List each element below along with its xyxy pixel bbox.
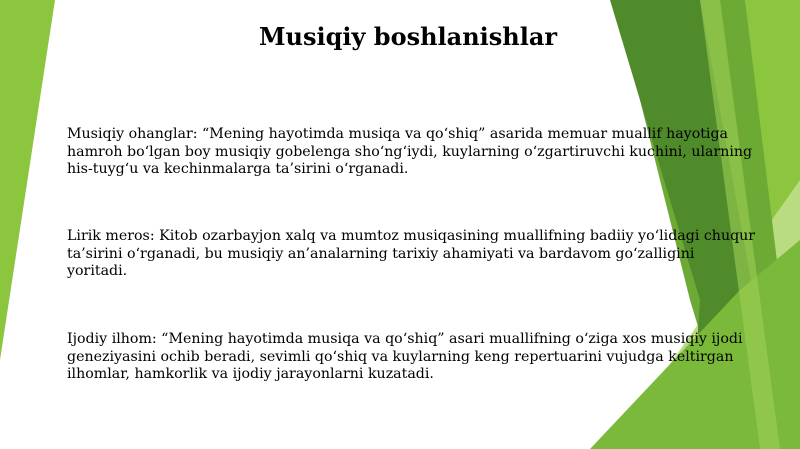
- paragraph-creative-inspiration: Ijodiy ilhom: “Mening hayotimda musiqa va qo‘shiq” asari muallifning o‘ziga xos musiqiy ijodi geneziyasini ochib beradi, sevimli qo‘shiq va kuylarning keng repertuarini vujudga keltirgan ilhomlar, hamkorlik va ijodiy jarayonlarni kuzatadi.: [67, 331, 743, 383]
- slide-title: Musiqiy boshlanishlar: [258, 22, 558, 51]
- paragraph-musical-tunes: Musiqiy ohanglar: “Mening hayotimda musiqa va qo‘shiq” asarida memuar muallif hayotiga hamroh bo‘lgan boy musiqiy gobelenga sho‘ng‘iydi, kuylarning o‘zgartiruvchi kuchini, ularning his-tuyg‘u va kechinmalarga ta’sirini o‘rganadi.: [67, 126, 753, 178]
- left-green-wedge: [0, 0, 55, 360]
- paragraph-lyrical-heritage: Lirik meros: Kitob ozarbayjon xalq va mumtoz musiqasining muallifning badiiy yo‘lidagi chuqur ta’sirini o‘rganadi, bu musiqiy an’analarning tarixiy ahamiyati va bardavom go‘zalligini yoritadi.: [67, 228, 756, 280]
